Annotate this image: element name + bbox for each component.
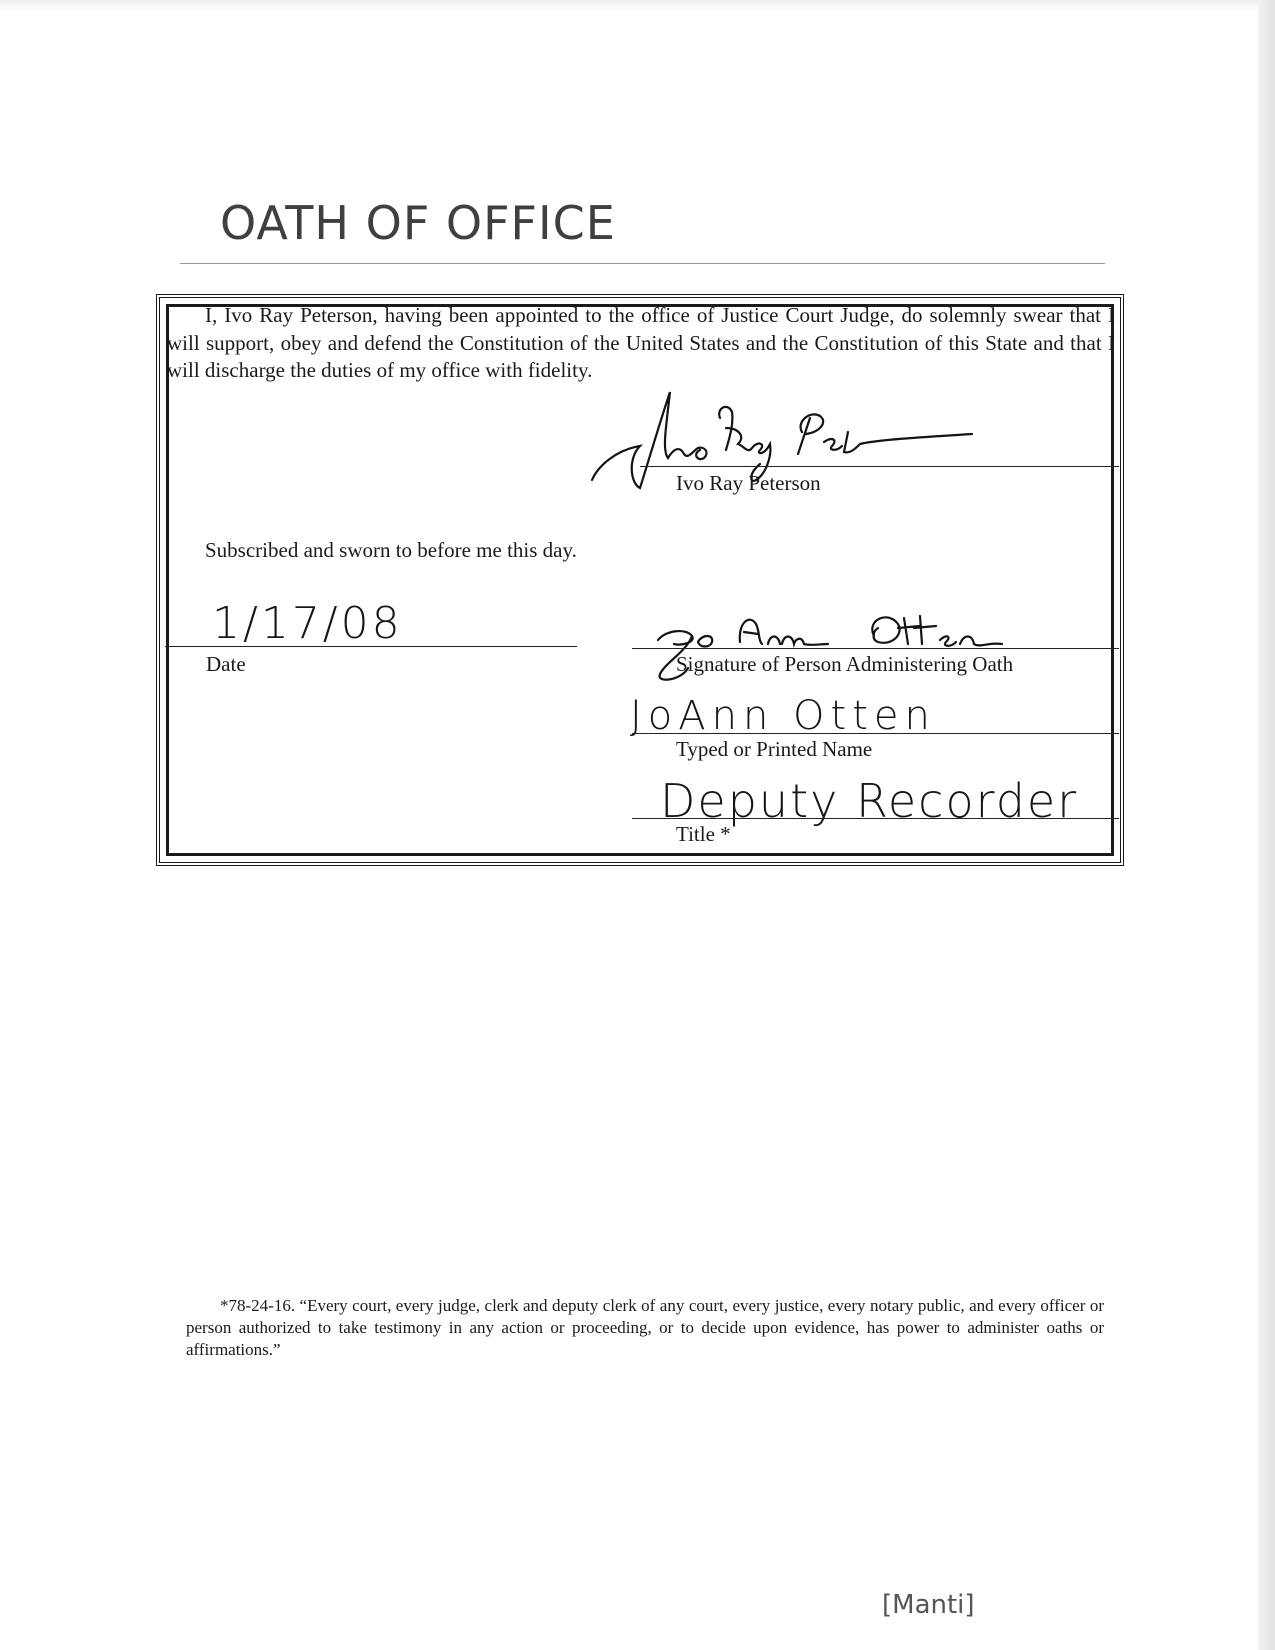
administrator-signature-line bbox=[632, 648, 1119, 649]
title-label: Title * bbox=[676, 822, 731, 846]
scan-shadow-right bbox=[1258, 0, 1275, 1650]
title-line bbox=[632, 818, 1119, 819]
printed-name-line bbox=[632, 733, 1119, 734]
administrator-signature-label: Signature of Person Administering Oath bbox=[676, 652, 1014, 676]
date-value: 1/17/08 bbox=[212, 598, 403, 649]
date-label: Date bbox=[206, 652, 246, 676]
printed-name-label: Typed or Printed Name bbox=[676, 737, 873, 761]
title-underline bbox=[180, 263, 1105, 264]
document-title: OATH OF OFFICE bbox=[220, 196, 616, 250]
handwritten-note: [Manti] bbox=[882, 1590, 975, 1620]
scan-shadow-top bbox=[0, 0, 1275, 10]
statute-footnote: *78-24-16. “Every court, every judge, clerk and deputy clerk of any court, every justice, every notary public, and every officer or person authorized to take testimony in any action or proceeding, or to decide upon evidence, has power to administer oaths or affirmations.” bbox=[186, 1296, 1104, 1359]
oath-taker-name: Ivo Ray Peterson bbox=[676, 471, 821, 495]
title-value: Deputy Recorder bbox=[660, 774, 1079, 828]
oath-statement: I, Ivo Ray Peterson, having been appointed to the office of Justice Court Judge, do solemnly swear that I will support, obey and defend the Constitution of the United States and the Constitution of this State and that I will discharge the duties of my office with fidelity. bbox=[167, 303, 1115, 382]
sworn-statement: Subscribed and sworn to before me this day. bbox=[205, 538, 577, 562]
date-line bbox=[165, 646, 577, 647]
printed-name-value: JoAnn Otten bbox=[630, 693, 936, 739]
oath-taker-signature-line bbox=[640, 466, 1119, 467]
